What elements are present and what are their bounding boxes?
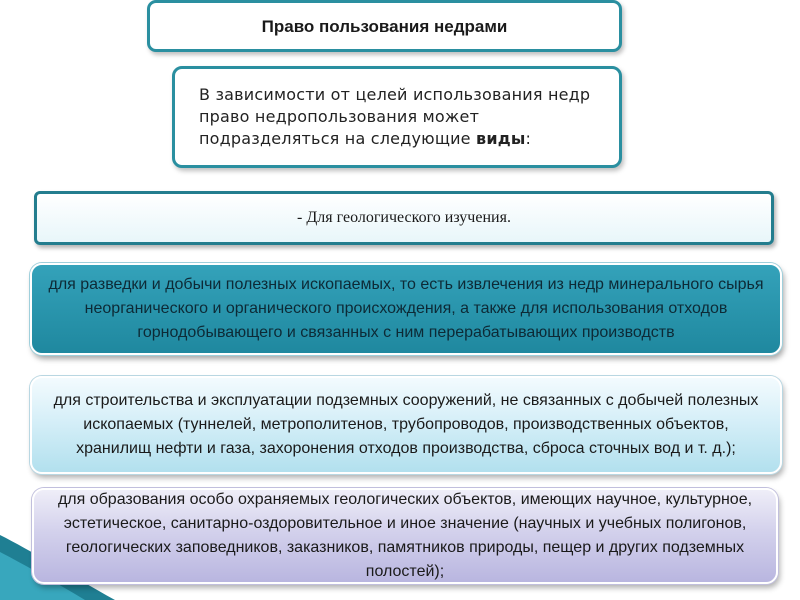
type-geological-study-text: - Для геологического изучения. — [297, 209, 511, 226]
title-box — [147, 0, 622, 52]
type-exploration-mining — [30, 263, 782, 355]
intro-text-end: : — [525, 129, 532, 148]
intro-paragraph — [175, 84, 619, 150]
type-geological-study — [34, 191, 774, 245]
slide-title: Право пользования недрами — [261, 17, 508, 36]
intro-text-main: В зависимости от целей использования недр право недропользования может подразделяться на следующие — [199, 85, 591, 148]
type-underground-construction-text: для строительства и эксплуатации подземных сооружений, не связанных с добычей полезных ископаемых (туннелей, метрополитенов, трубопроводов, производственных объектов, хранилищ нефти и газа, захоронения отходов производства, сброса сточных вод и т. д.); — [53, 392, 759, 457]
type-exploration-mining-text: для разведки и добычи полезных ископаемых, то есть извлечения из недр минерального сырья неорганического и органического происхождения, а также для использования отходов горнодобывающего и связанных с ним перерабатывающих производств — [48, 276, 764, 341]
type-protected-objects — [32, 488, 778, 584]
type-protected-objects-text: для образования особо охраняемых геологических объектов, имеющих научное, культурное, эстетическое, санитарно-оздоровительное и иное значение (научных и учебных полигонов, геологических заповедников, заказников, памятников природы, пещер и других подземных полостей); — [57, 491, 753, 580]
intro-bold-word: виды — [476, 129, 526, 148]
intro-box — [172, 66, 622, 168]
type-underground-construction — [30, 376, 782, 474]
